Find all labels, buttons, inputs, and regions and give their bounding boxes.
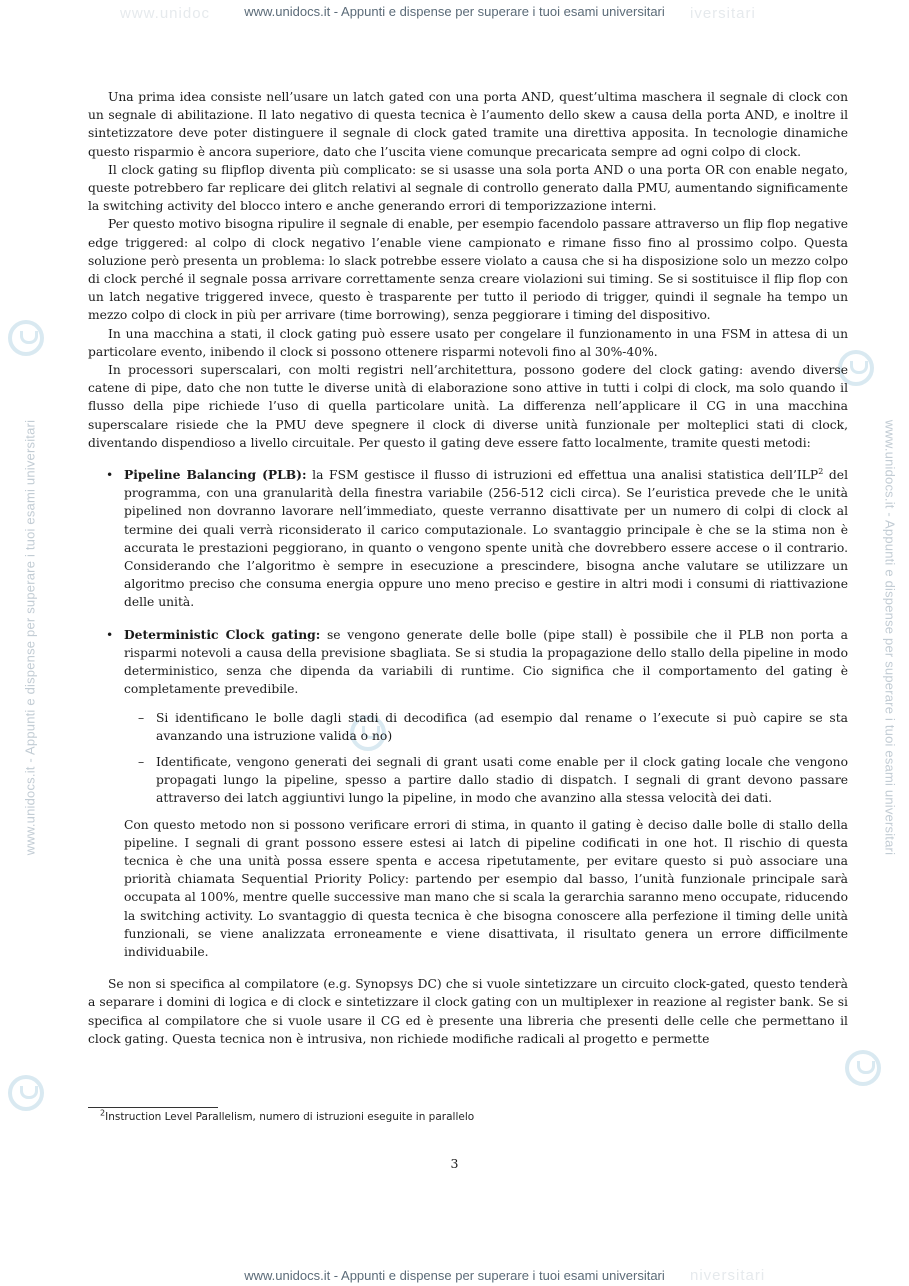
paragraph: Il clock gating su flipflop diventa più complicato: se si usasse una sola porta AND o una porta OR con enable negato, queste potrebbero far replicare dei glitch relativi al segnale di controllo generato dalla PMU, aumentando significamente la switching activity del blocco intero e anche generando errori di temporizzazione interni. xyxy=(88,162,848,214)
paragraph: Con questo metodo non si possono verificare errori di stima, in quanto il gating è deciso dalle bolle di stallo della pipeline. I segnali di grant possono essere estesi ai latch di pipeline codificati in one hot. Il rischio di questa tecnica è che una unità possa essere spenta e accesa ripetutamente, per evitare questo si può associare una priorità chiamata Sequential Priority Policy: partendo per esempio dal basso, l’unità funzionale principale sarà occupata al 100%, mentre quelle successive man mano che si scala la gerarchia saranno meno occupate, riducendo la switching activity. Lo svantaggio di questa tecnica è che bisogna conoscere alla perfezione il timing delle unità funzionali, se viene analizzata erroneamente e viene disattivata, il risultato genera un errore difficilmente individuabile. xyxy=(124,817,848,959)
paragraph: Per questo motivo bisogna ripulire il segnale di enable, per esempio facendolo passare attraverso un flip flop negative edge triggered: al colpo di clock negativo l’enable viene campionato e rimane fisso fino al prossimo colpo. Questa soluzione però presenta un problema: lo slack potrebbe essere violato a causa che si ha disposizione solo un mezzo colpo di clock perché il segnale possa arrivare correttamente senza creare violazioni sui timing. Se si sostituisce il flip flop con un latch negative triggered invece, questo è trasparente per tutto il periodo di trigger, quindi il segnale ha tempo un mezzo colpo di clock in più per arrivare (time borrowing), senza peggiorare i timing del dispositivo. xyxy=(88,217,848,323)
list-item-pipeline-balancing xyxy=(124,466,848,612)
sub-list-item: – Identificate, vengono generati dei segnali di grant usati come enable per il clock gating locale che vengono propagati lungo la pipeline, spesso a partire dallo stadio di dispatch. I segnali di grant devono passare attraverso dei latch aggiuntivi lungo la pipeline, in modo che avanzino alla stessa velocità dei dati. xyxy=(156,753,848,808)
page-number: 3 xyxy=(450,1156,459,1171)
paragraph: In una macchina a stati, il clock gating può essere usato per congelare il funzionamento in una FSM in attesa di un particolare evento, inibendo il clock si possono ottenere risparmi notevoli fino al 30%-40%. xyxy=(88,326,848,359)
item-text: la FSM gestisce il flusso di istruzioni ed effettua una analisi statistica dell’ILP xyxy=(306,468,819,483)
footnote-mark: 2 xyxy=(100,1108,106,1118)
list-item-deterministic-clock-gating xyxy=(124,626,848,961)
footnote xyxy=(100,1108,475,1123)
watermark-logo-icon xyxy=(8,320,44,356)
footnote-text: Instruction Level Parallelism, numero di istruzioni eseguite in parallelo xyxy=(105,1111,475,1123)
right-side-watermark: www.unidocs.it - Appunti e dispense per superare i tuoi esami universitari xyxy=(882,419,898,856)
methods-list xyxy=(88,466,848,961)
header-ghost-watermark-right: iversitari xyxy=(690,5,756,22)
sub-list-item: – Si identificano le bolle dagli stadi di decodifica (ad esempio dal rename o l’execute si può capire se sta avanzando una istruzione valida o no) xyxy=(156,709,848,745)
term-deterministic-clock-gating: Deterministic Clock gating: xyxy=(124,626,321,642)
page-body xyxy=(88,88,848,1048)
header-ghost-watermark-left: www.unidoc xyxy=(120,5,211,22)
item-text: se vengono generate delle bolle (pipe stall) è possibile che il PLB non porta a risparmi notevoli a causa della previsione sbagliata. Se si studia la propagazione dello stallo della pipeline in modo deterministico, senza che dipenda da variabili di runtime. Cio significa che il comportamento del gating è completamente prevedibile. xyxy=(124,627,848,697)
footnote-reference[interactable]: 2 xyxy=(818,466,824,476)
header-banner[interactable]: www.unidocs.it - Appunti e dispense per superare i tuoi esami universitari xyxy=(244,4,665,19)
footer-banner[interactable]: www.unidocs.it - Appunti e dispense per superare i tuoi esami universitari xyxy=(244,1268,665,1283)
footer-ghost-watermark-right: niversitari xyxy=(690,1267,766,1284)
paragraph: In processori superscalari, con molti registri nell’architettura, possono godere del clock gating: avendo diverse catene di pipe, dato che non tutte le diverse unità di elaborazione sono attive in tutti i colpi di clock, ma solo quando il flusso della pipe richiede l’uso di quella particolare unità. La differenza nell’applicare il CG in una macchina superscalare risiede che la PMU deve spegnere il clock di diverse unità funzionale per molteplici stati di clock, diventando dispendioso a livello circuitale. Per questo il gating deve essere fatto localmente, tramite questi metodi: xyxy=(88,363,848,450)
item-text: del programma, con una granularità della finestra variabile (256-512 cicli circa). Se l’euristica prevede che le unità pipelined non dovranno lavorare nell’immediato, queste verranno disattivate per un numero di colpi di clock al termine dei quali verrà riconsiderato il carico computazionale. Lo svantaggio principale è che se la stima non è accurata le prestazioni peggiorano, in quanto o vengono spente unità che dovrebbero essere accese o il contrario. Considerando che l’algoritmo è sempre in esecuzione a prescindere, bisogna anche valutare se utilizzare un algoritmo preciso che consuma energia oppure uno meno preciso e gestire in altri modi i consumi di riattivazione delle unità. xyxy=(124,468,848,610)
paragraph: Se non si specifica al compilatore (e.g. Synopsys DC) che si vuole sintetizzare un circuito clock-gated, questo tenderà a separare i domini di logica e di clock e sintetizzare il clock gating con un multiplexer in reazione al register bank. Se si specifica al compilatore che si vuole usare il CG ed è presente una libreria che presenti delle celle che permettano il clock gating. Questa tecnica non è intrusiva, non richiede modifiche radicali al progetto e permette xyxy=(88,977,848,1046)
footnote-rule xyxy=(88,1107,218,1108)
watermark-logo-icon xyxy=(8,1075,44,1111)
left-side-watermark: www.unidocs.it - Appunti e dispense per superare i tuoi esami universitari xyxy=(22,419,38,856)
sub-list xyxy=(124,709,848,808)
watermark-logo-icon xyxy=(845,1050,881,1086)
term-pipeline-balancing: Pipeline Balancing (PLB): xyxy=(124,467,307,483)
paragraph: Una prima idea consiste nell’usare un latch gated con una porta AND, quest’ultima maschera il segnale di clock con un segnale di abilitazione. Il lato negativo di questa tecnica è l’aumento dello skew a causa della porta AND, e inoltre il sintetizzatore deve poter distinguere il segnale di clock gated tramite una direttiva apposita. In tecnologie dinamiche questo risparmio è ancora superiore, dato che l’uscita viene comunque precaricata sempre ad ogni colpo di clock. xyxy=(88,90,848,159)
